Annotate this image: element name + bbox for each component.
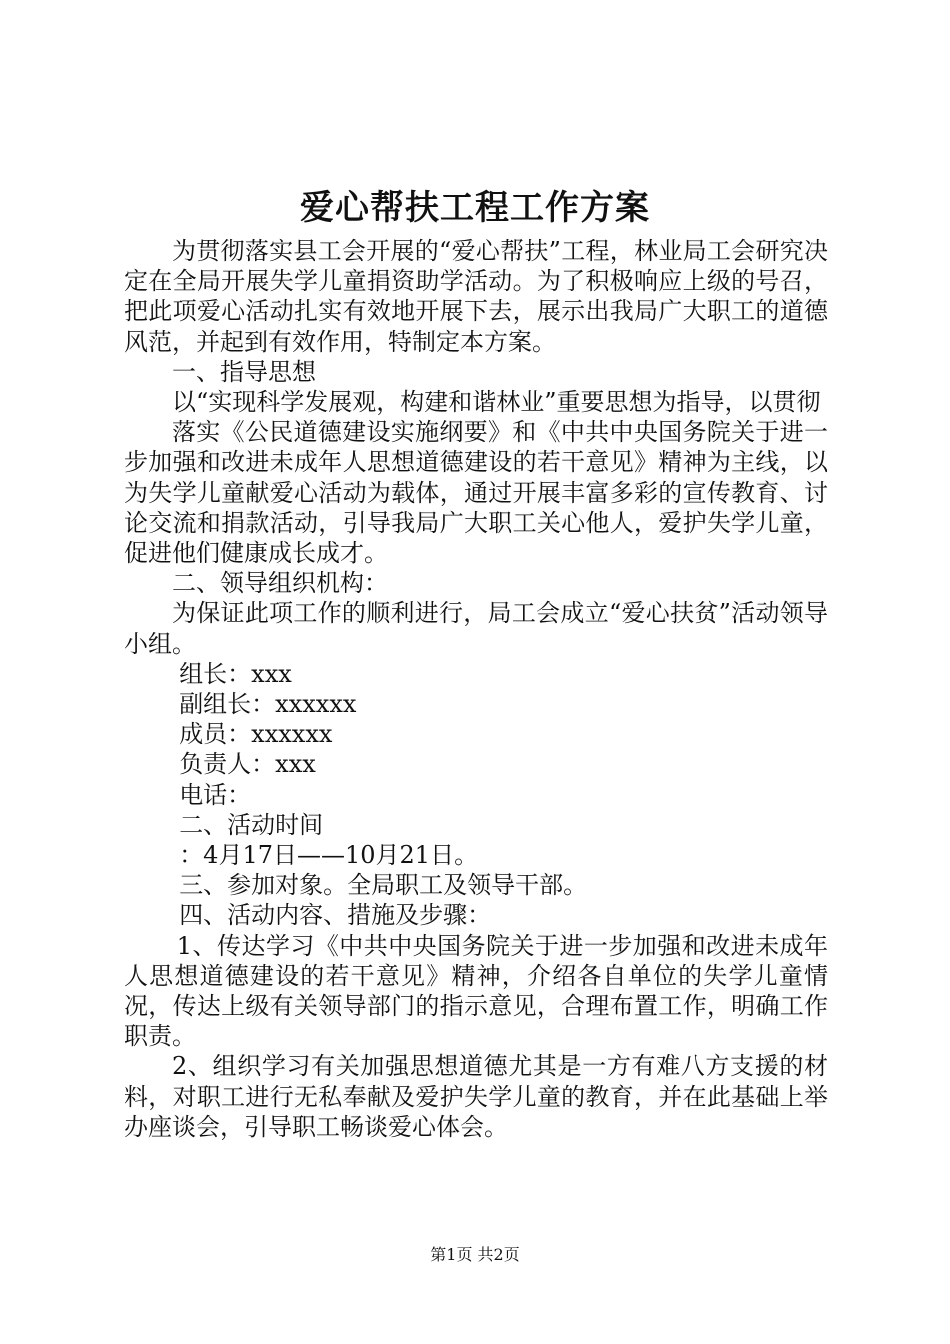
section-heading-leadership: 二、领导组织机构：: [172, 569, 388, 598]
guiding-ideology-paragraph: 以“实现科学发展观，构建和谐林业”重要思想为指导，以贯彻: [172, 388, 821, 417]
activity-time-line: ：4月17日——10月21日。: [179, 841, 479, 870]
page-footer: 第1页 共2页: [430, 1245, 520, 1264]
step-1-paragraph: 1、传达学习《中共中央国务院关于进一步加强和改进未成年人思想道德建设的若干意见》精神，介绍各自单位的失学儿童情况，传达上级有关领导部门的指示意见，合理布置工作，明确工作职责。: [124, 931, 828, 1051]
document-body: [124, 236, 828, 1142]
section-heading-activity-content: 四、活动内容、措施及步骤：: [179, 901, 492, 930]
person-in-charge-line: 负责人：xxx: [179, 750, 316, 779]
section-heading-guiding-ideology: 一、指导思想: [172, 357, 316, 386]
leadership-paragraph: 为保证此项工作的顺利进行，局工会成立“爱心扶贫”活动领导小组。: [124, 599, 828, 658]
members-line: 成员：xxxxxx: [179, 720, 333, 749]
document-title: 爱心帮扶工程工作方案: [300, 188, 650, 228]
participants-line: 三、参加对象。全局职工及领导干部。: [179, 871, 588, 900]
main-line-paragraph: 落实《公民道德建设实施纲要》和《中共中央国务院关于进一步加强和改进未成年人思想道德建设的若干意见》精神为主线，以为失学儿童献爱心活动为载体，通过开展丰富多彩的宣传教育、讨论交流和捐款活动，引导我局广大职工关心他人，爱护失学儿童，促进他们健康成长成才。: [124, 418, 828, 568]
deputy-leader-line: 副组长：xxxxxx: [179, 690, 357, 719]
intro-paragraph: 为贯彻落实县工会开展的“爱心帮扶”工程，林业局工会研究决定在全局开展失学儿童捐资助学活动。为了积极响应上级的号召，把此项爱心活动扎实有效地开展下去，展示出我局广大职工的道德风范，并起到有效作用，特制定本方案。: [124, 237, 828, 356]
phone-line: 电话：: [179, 780, 252, 809]
step-2-paragraph: 2、组织学习有关加强思想道德尤其是一方有难八方支援的材料，对职工进行无私奉献及爱护失学儿童的教育，并在此基础上举办座谈会，引导职工畅谈爱心体会。: [124, 1052, 828, 1141]
team-leader-line: 组长：xxx: [179, 659, 292, 688]
section-heading-activity-time: 二、活动时间: [179, 810, 324, 839]
